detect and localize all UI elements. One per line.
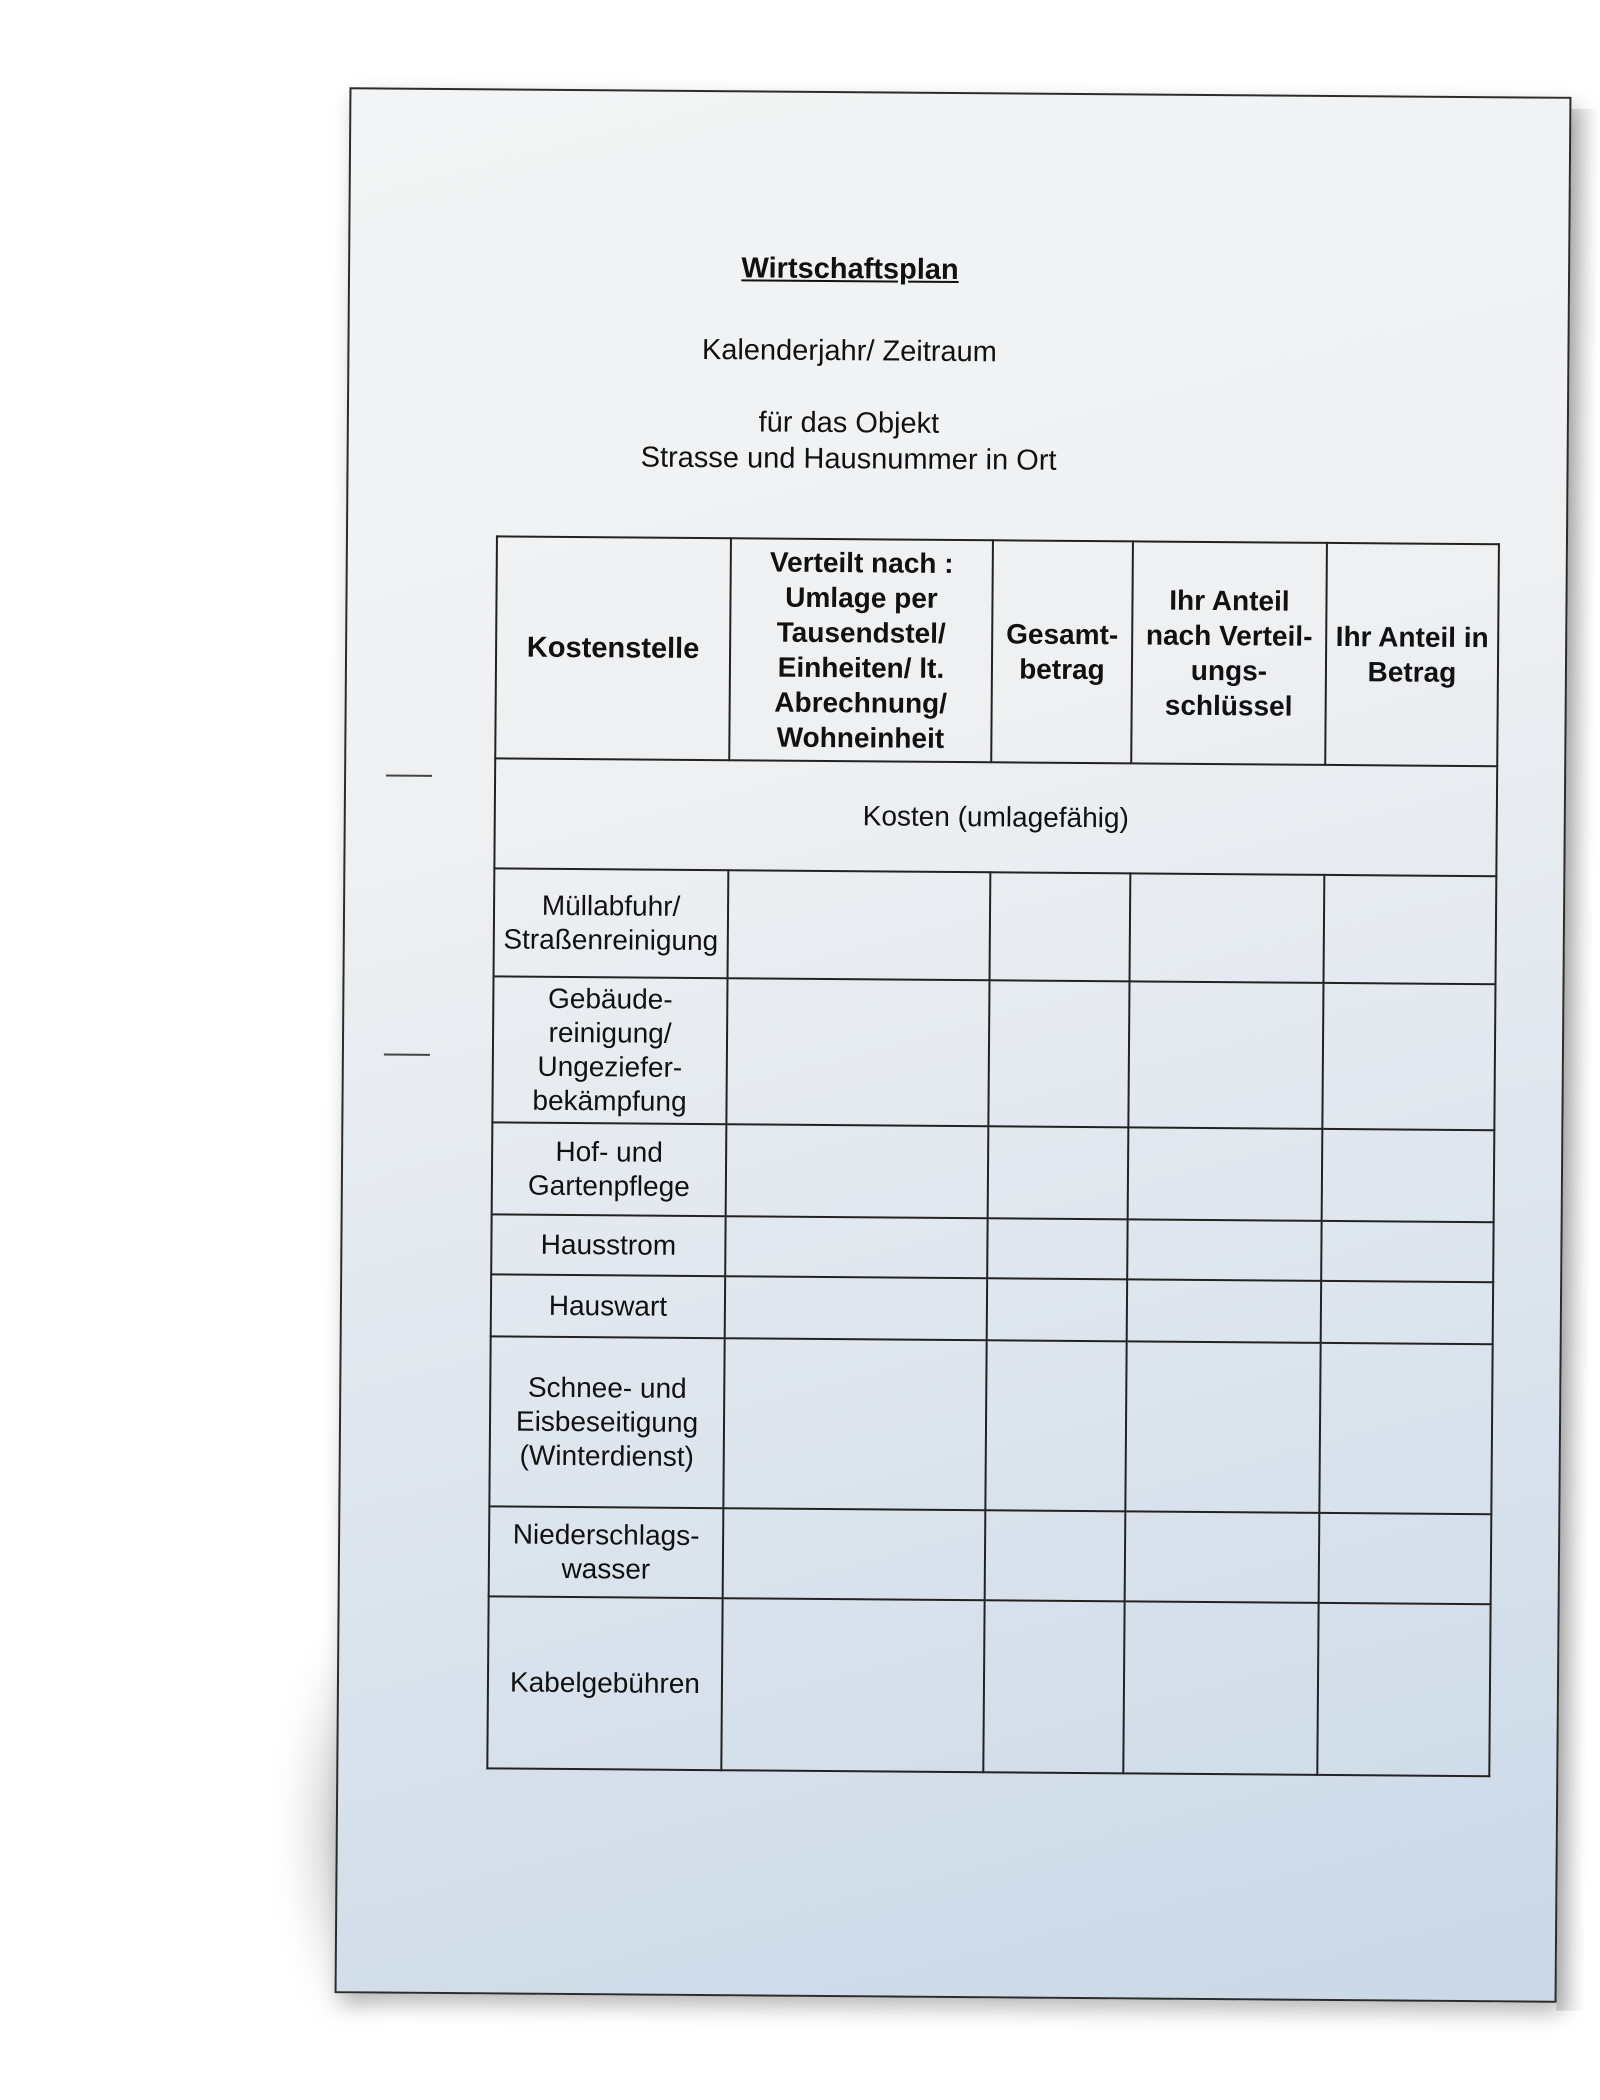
cell-distributed-by[interactable] bbox=[725, 1276, 987, 1340]
document-title: Wirtschaftsplan bbox=[741, 252, 959, 287]
cell-distributed-by[interactable] bbox=[723, 1338, 986, 1510]
header-share-key: Ihr Anteil nach Verteil-ungs-schlüssel bbox=[1131, 541, 1327, 765]
budget-table bbox=[486, 535, 1500, 1777]
section-label: Kosten (umlagefähig) bbox=[494, 758, 1497, 876]
cell-share-key[interactable] bbox=[1125, 1511, 1320, 1603]
row-label: Gebäude-reinigung/ Ungeziefer-bekämpfung bbox=[492, 976, 727, 1124]
table-row bbox=[494, 868, 1497, 984]
row-label: Kabelgebühren bbox=[487, 1596, 722, 1770]
cell-distributed-by[interactable] bbox=[726, 1124, 989, 1218]
cell-share-amount[interactable] bbox=[1322, 983, 1495, 1130]
cell-share-amount[interactable] bbox=[1319, 1513, 1492, 1604]
cell-share-key[interactable] bbox=[1127, 1279, 1321, 1343]
fold-mark-middle bbox=[384, 1054, 430, 1056]
object-line-1: für das Objekt bbox=[758, 406, 940, 440]
cell-share-amount[interactable] bbox=[1321, 1281, 1493, 1344]
cell-share-amount[interactable] bbox=[1323, 875, 1496, 984]
cell-total[interactable] bbox=[983, 1600, 1124, 1773]
table-row bbox=[492, 1122, 1495, 1222]
object-line-2: Strasse und Hausnummer in Ort bbox=[640, 441, 1057, 477]
cell-total[interactable] bbox=[990, 872, 1131, 981]
cell-distributed-by[interactable] bbox=[723, 1508, 986, 1600]
header-total: Gesamt-betrag bbox=[991, 540, 1133, 763]
row-label: Hof- und Gartenpflege bbox=[492, 1122, 727, 1216]
cell-total[interactable] bbox=[988, 1126, 1129, 1219]
cell-total[interactable] bbox=[985, 1510, 1126, 1601]
section-row bbox=[494, 758, 1497, 876]
cell-share-key[interactable] bbox=[1123, 1601, 1318, 1775]
cell-share-key[interactable] bbox=[1128, 981, 1323, 1129]
cell-share-key[interactable] bbox=[1130, 873, 1325, 983]
cell-total[interactable] bbox=[987, 1278, 1127, 1341]
cell-distributed-by[interactable] bbox=[726, 978, 989, 1126]
cell-share-amount[interactable] bbox=[1322, 1129, 1495, 1222]
table-row bbox=[491, 1214, 1493, 1282]
row-label: Schnee- und Eisbeseitigung (Winterdienst) bbox=[489, 1336, 724, 1508]
document-object bbox=[348, 401, 1349, 481]
row-label: Hausstrom bbox=[491, 1214, 725, 1276]
cell-share-amount[interactable] bbox=[1319, 1343, 1492, 1514]
cell-distributed-by[interactable] bbox=[721, 1598, 984, 1772]
table-row bbox=[487, 1596, 1490, 1776]
document-page bbox=[335, 87, 1572, 2003]
row-label: Müllabfuhr/ Straßenreinigung bbox=[494, 868, 729, 978]
cell-total[interactable] bbox=[988, 980, 1129, 1127]
row-label: Niederschlags-wasser bbox=[489, 1506, 724, 1598]
cell-total[interactable] bbox=[987, 1218, 1127, 1279]
cell-distributed-by[interactable] bbox=[728, 870, 991, 980]
table-row bbox=[492, 976, 1495, 1130]
fold-mark-top bbox=[386, 775, 432, 777]
cell-distributed-by[interactable] bbox=[725, 1216, 987, 1278]
cell-share-key[interactable] bbox=[1128, 1127, 1323, 1221]
table-row bbox=[491, 1274, 1493, 1344]
document-period: Kalenderjahr/ Zeitraum bbox=[701, 334, 998, 369]
header-distributed-by: Verteilt nach : Umlage per Tausendstel/ Einheiten/ lt. Abrechnung/ Wohneinheit bbox=[729, 538, 993, 762]
table-row bbox=[489, 1336, 1492, 1514]
header-share-amount: Ihr Anteil in Betrag bbox=[1325, 543, 1499, 766]
cell-share-amount[interactable] bbox=[1321, 1221, 1493, 1282]
cell-share-key[interactable] bbox=[1125, 1341, 1320, 1513]
header-cost-center: Kostenstelle bbox=[495, 536, 731, 760]
row-label: Hauswart bbox=[491, 1274, 725, 1338]
cell-share-amount[interactable] bbox=[1317, 1603, 1490, 1776]
table-row bbox=[489, 1506, 1492, 1604]
cell-total[interactable] bbox=[985, 1340, 1126, 1511]
table-header-row bbox=[495, 536, 1499, 766]
cell-share-key[interactable] bbox=[1127, 1219, 1321, 1281]
